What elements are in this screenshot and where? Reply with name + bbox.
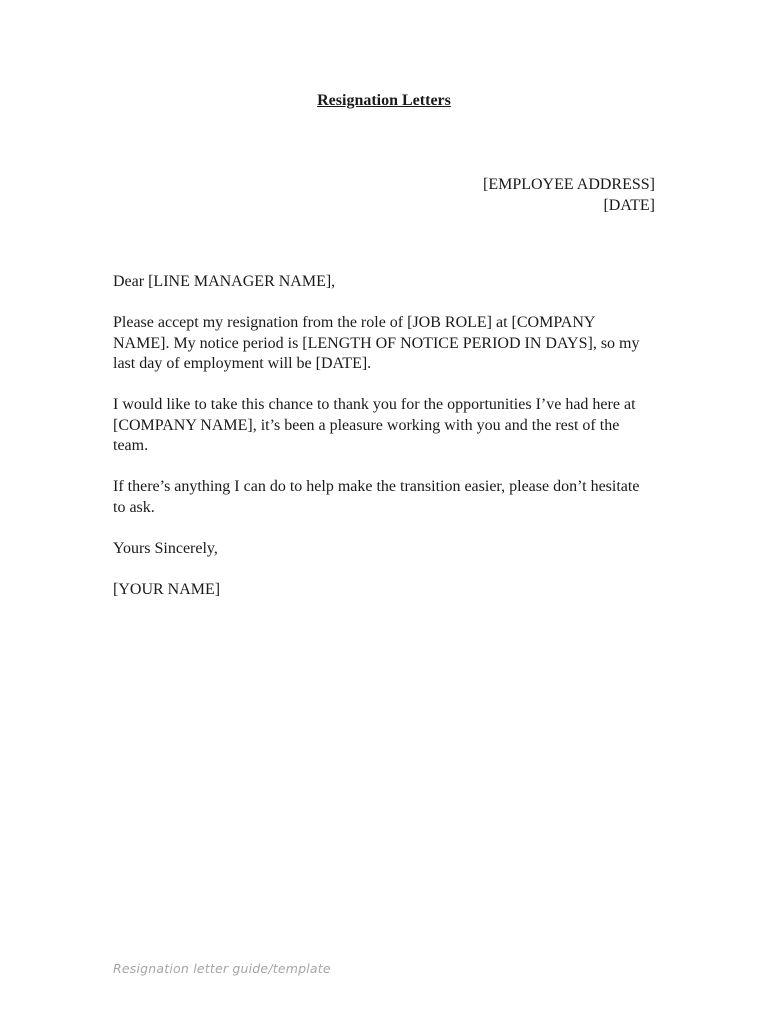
salutation: Dear [LINE MANAGER NAME], — [113, 273, 336, 290]
footer-label: Resignation letter guide/template — [113, 961, 331, 976]
letter-date: [DATE] — [603, 197, 655, 214]
paragraph-transition: If there’s anything I can do to help make the transition easier, please don’t hesitate to ask. — [113, 478, 640, 516]
letter-body — [113, 272, 655, 621]
document-title: Resignation Letters — [317, 92, 451, 109]
employee-address: [EMPLOYEE ADDRESS] — [482, 176, 655, 193]
paragraph-resignation: Please accept my resignation from the role of [JOB ROLE] at [COMPANY NAME]. My notice period is [LENGTH OF NOTICE PERIOD IN DAYS], so my last day of employment will be [DATE]. — [113, 314, 640, 372]
closing: Yours Sincerely, — [113, 539, 218, 557]
address-block — [483, 174, 655, 216]
signature: [YOUR NAME] — [113, 580, 221, 598]
paragraph-thanks: I would like to take this chance to thank you for the opportunities I’ve had here at [COMPANY NAME], it’s been a pleasure working with you and the rest of the team. — [113, 396, 636, 454]
